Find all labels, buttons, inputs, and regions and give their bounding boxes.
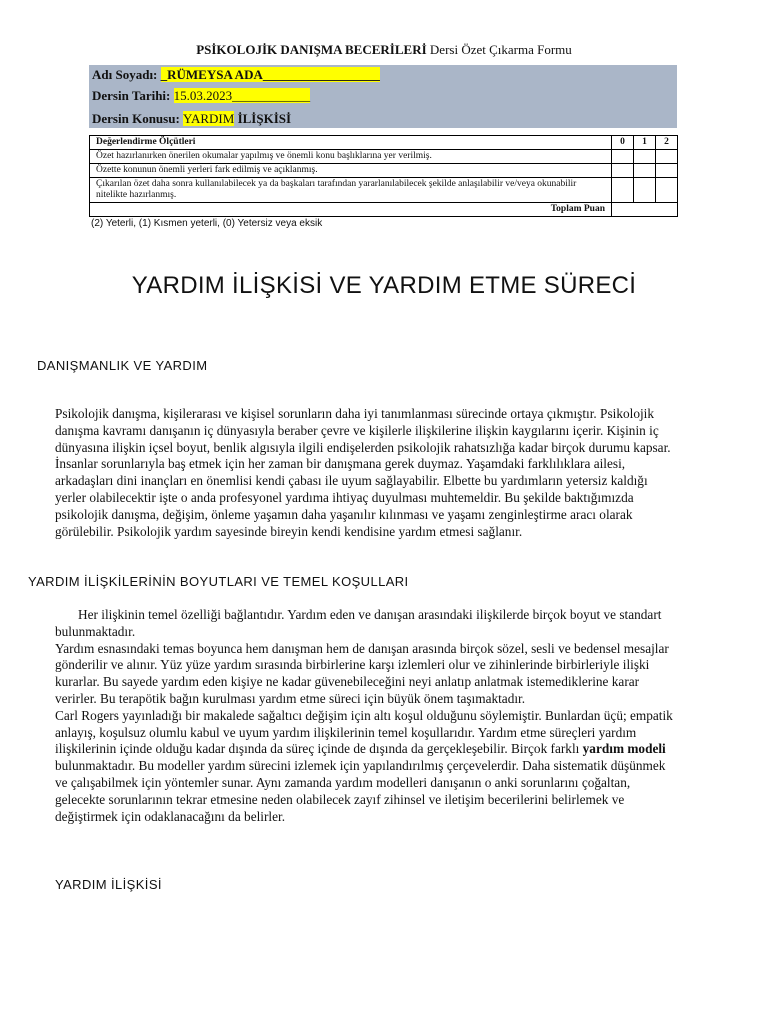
date-label: Dersin Tarihi: <box>92 88 174 103</box>
score-header-2: 2 <box>656 136 678 150</box>
form-title-suffix: Dersi Özet Çıkarma Formu <box>426 42 572 57</box>
paragraph-counseling <box>55 406 680 540</box>
help-model-term: yardım modeli <box>582 741 666 757</box>
score-header-1: 1 <box>634 136 656 150</box>
score-cell[interactable] <box>612 164 634 178</box>
score-cell[interactable] <box>634 164 656 178</box>
topic-row <box>92 111 291 127</box>
criteria-text: Çıkarılan özet daha sonra kullanılabilecek ya da başkaları tarafından yararlanılabilecek şekilde anlaşılabilir ve/veya okunabilir nitelikte hazırlanmış. <box>90 178 612 203</box>
score-cell[interactable] <box>656 150 678 164</box>
paragraph-text: Yardım esnasındaki temas boyunca hem danışman hem de danışan arasında birçok sözel, sesli ve bedensel mesajlar gönderilir ve alınır. Yüz yüze yardım sırasında birbirlerine karşı izlemleri olur ve zihinlerinde birbirleriyle ilişki kurarlar. Bu sayede yardım eden kişiye ne kadar güvenebileceğini neyi anlatıp anlatmak istemediklerine karar verirler. Bu terapötik bağın kurulması yardım etme süreci için büyük önem taşımaktadır. <box>55 640 669 706</box>
score-cell[interactable] <box>634 178 656 203</box>
score-cell[interactable] <box>634 150 656 164</box>
section-heading-relationship: YARDIM İLİŞKİSİ <box>55 877 162 892</box>
total-row <box>90 203 678 217</box>
name-row <box>92 67 380 83</box>
topic-rest: İLİŞKİSİ <box>237 111 292 126</box>
criteria-text: Özette konunun önemli yerleri fark edilmiş ve açıklanmış. <box>90 164 612 178</box>
criteria-row <box>90 150 678 164</box>
paragraph-text-part: Carl Rogers yayınladığı bir makalede sağaltıcı değişim için altı koşul olduğunu söylemiştir. Bunlardan üçü; empatik anlayış, koşulsuz olumlu kabul ve uyum yardım ilişkilerinin temel koşullarıdır. Yardım etme süreçleri yardım ilişkilerinin içinde olduğu kadar dışında da süreç içinde de dışında da gerçekleşebilir. Birçok farklı <box>55 707 673 757</box>
score-cell[interactable] <box>656 178 678 203</box>
score-cell[interactable] <box>612 150 634 164</box>
section-heading-dimensions: YARDIM İLİŞKİLERİNİN BOYUTLARI VE TEMEL KOŞULLARI <box>28 574 409 589</box>
form-title <box>0 42 768 58</box>
score-legend: (2) Yeterli, (1) Kısmen yeterli, (0) Yetersiz veya eksik <box>91 218 323 229</box>
score-cell[interactable] <box>612 178 634 203</box>
paragraph-text: Psikolojik danışma, kişilerarası ve kişisel sorunların daha iyi tanımlanması sürecinde ortaya çıkmıştır. Psikolojik danışma kavramı danışanın iç dünyasıyla beraber çevre ve kişilerle ilişkilerine ilişkin kaygılarını içerir. Kişinin iç dünyasına ilişkin içsel boyut, benlik algısıyla ilgili endişelerden psikolojik rahatsızlığa kadar birçok durumu kapsar. İnsanlar sorunlarıyla baş etmek için her zaman bir danışmana gerek duymaz. Yaşamdaki farklılıklara ailesi, arkadaşları dini inançları en önemlisi kendi çabası ile uyum sağlayabilir. Elbette bu yardımların yetersiz kaldığı yerler olabilecektir işte o anda profesyonel yardıma ihtiyaç duyulması muhtemeldir. Bu şekilde baktığımızda psikolojik danışma, değişim, önleme yaşamın daha yaşanılır kılınması ve yaşamı zenginleştirme aracı olarak görülebilir. Psikolojik yardım sayesinde bireyin kendi kendisine yardım etmesi sağlanır. <box>55 406 671 539</box>
criteria-row <box>90 178 678 203</box>
criteria-header: Değerlendirme Ölçütleri <box>90 136 612 150</box>
topic-value: YARDIM <box>183 111 235 126</box>
document-title: YARDIM İLİŞKİSİ VE YARDIM ETME SÜRECİ <box>131 272 637 299</box>
criteria-header-row <box>90 136 678 150</box>
topic-label: Dersin Konusu: <box>92 111 184 126</box>
paragraph-text: Her ilişkinin temel özelliği bağlantıdır. Yardım eden ve danışan arasındaki ilişkilerde birçok boyut ve standart bulunmaktadır. <box>55 607 662 639</box>
paragraph-text-part: bulunmaktadır. Bu modeller yardım sürecini izlemek için yapılandırılmış çerçevelerdir. Daha sistematik düşünmek ve çalışabilmek için yöntemler sunar. Aynı zamanda yardım modelleri danışanın o anki sorunlarını çoğaltan, gelecekte sorunlarının tekrar etmesine neden olabilecek zayıf zihinsel ve iletişim becerilerini belirlemek ve değiştirmek için odaklanacağını da belirler. <box>55 758 666 824</box>
paragraph-dimensions <box>55 607 680 825</box>
form-title-course: PSİKOLOJİK DANIŞMA BECERİLERİ <box>196 42 427 57</box>
criteria-row <box>90 164 678 178</box>
paragraph-text <box>55 708 680 826</box>
total-score-cell[interactable] <box>612 203 678 217</box>
student-info-panel <box>89 65 677 128</box>
name-label: Adı Soyadı: <box>92 67 161 82</box>
criteria-text: Özet hazırlanırken önerilen okumalar yapılmış ve önemli konu başlıklarına yer verilmiş. <box>90 150 612 164</box>
date-value: 15.03.2023____________ <box>173 88 311 103</box>
criteria-table <box>89 135 678 217</box>
total-label: Toplam Puan <box>90 203 612 217</box>
section-heading-counseling: DANIŞMANLIK VE YARDIM <box>37 358 208 373</box>
score-cell[interactable] <box>656 164 678 178</box>
name-value: _RÜMEYSA ADA__________________ <box>160 67 380 82</box>
score-header-0: 0 <box>612 136 634 150</box>
date-row <box>92 88 310 104</box>
